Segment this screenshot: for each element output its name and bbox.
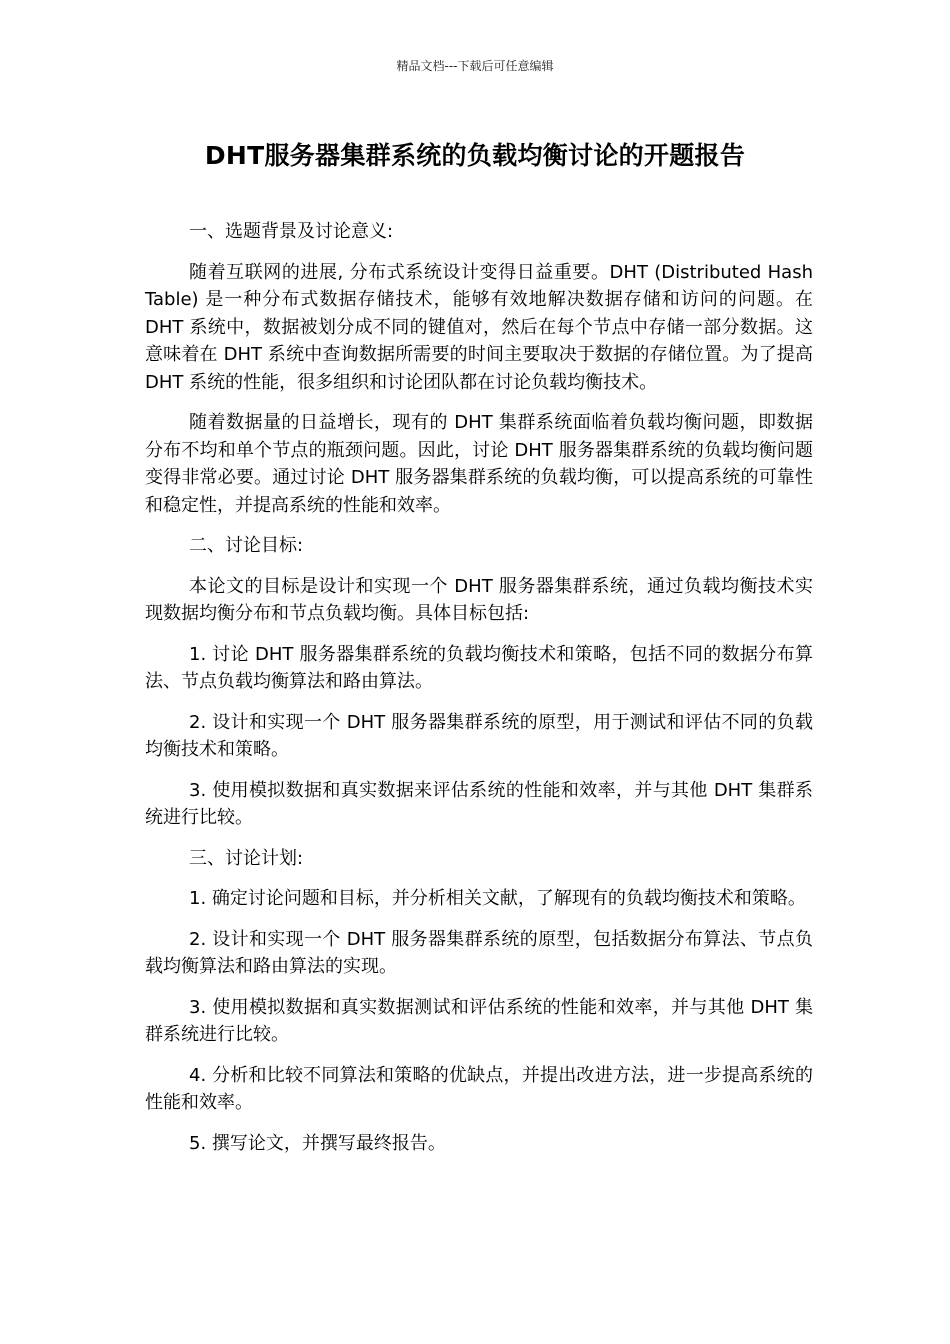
section-heading-plan: 三、讨论计划:	[189, 847, 304, 869]
list-item: 5. 撰写论文，并撰写最终报告。	[189, 1132, 446, 1154]
paragraph: 本论文的目标是设计和实现一个 DHT 服务器集群系统，通过负载均衡技术实现数据均衡分布和节点负载均衡。具体目标包括:	[145, 575, 813, 624]
paragraph: 随着互联网的进展, 分布式系统设计变得日益重要。DHT (Distributed Hash Table) 是一种分布式数据存储技术，能够有效地解决数据存储和访问的问题。在 DHT 系统中，数据被划分成不同的键值对，然后在每个节点中存储一部分数据。这意味着在 DHT 系统中查询数据所需要的时间主要取决于数据的存储位置。为了提高 DHT 系统的性能，很多组织和讨论团队都在讨论负载均衡技术。	[145, 261, 813, 393]
list-item: 1. 讨论 DHT 服务器集群系统的负载均衡技术和策略，包括不同的数据分布算法、节点负载均衡算法和路由算法。	[145, 643, 813, 692]
section-heading-goals: 二、讨论目标:	[189, 535, 304, 556]
page-header: 精品文档---下载后可任意编辑	[396, 59, 554, 73]
list-item: 3. 使用模拟数据和真实数据来评估系统的性能和效率，并与其他 DHT 集群系统进行比较。	[145, 779, 813, 828]
list-item: 3. 使用模拟数据和真实数据测试和评估系统的性能和效率，并与其他 DHT 集群系统进行比较。	[145, 996, 813, 1045]
list-item: 2. 设计和实现一个 DHT 服务器集群系统的原型，用于测试和评估不同的负载均衡技术和策略。	[145, 711, 813, 760]
section-heading-background: 一、选题背景及讨论意义:	[189, 221, 394, 242]
paragraph: 随着数据量的日益增长，现有的 DHT 集群系统面临着负载均衡问题，即数据分布不均和单个节点的瓶颈问题。因此，讨论 DHT 服务器集群系统的负载均衡问题变得非常必要。通过讨论 DHT 服务器集群系统的负载均衡，可以提高系统的可靠性和稳定性，并提高系统的性能和效率。	[145, 412, 813, 516]
document-title: DHT服务器集群系统的负载均衡讨论的开题报告	[204, 141, 746, 170]
list-item: 4. 分析和比较不同算法和策略的优缺点，并提出改进方法，进一步提高系统的性能和效率。	[145, 1064, 813, 1113]
list-item: 2. 设计和实现一个 DHT 服务器集群系统的原型，包括数据分布算法、节点负载均衡算法和路由算法的实现。	[145, 928, 813, 977]
document-body	[145, 218, 813, 1170]
list-item: 1. 确定讨论问题和目标，并分析相关文献，了解现有的负载均衡技术和策略。	[189, 888, 806, 909]
